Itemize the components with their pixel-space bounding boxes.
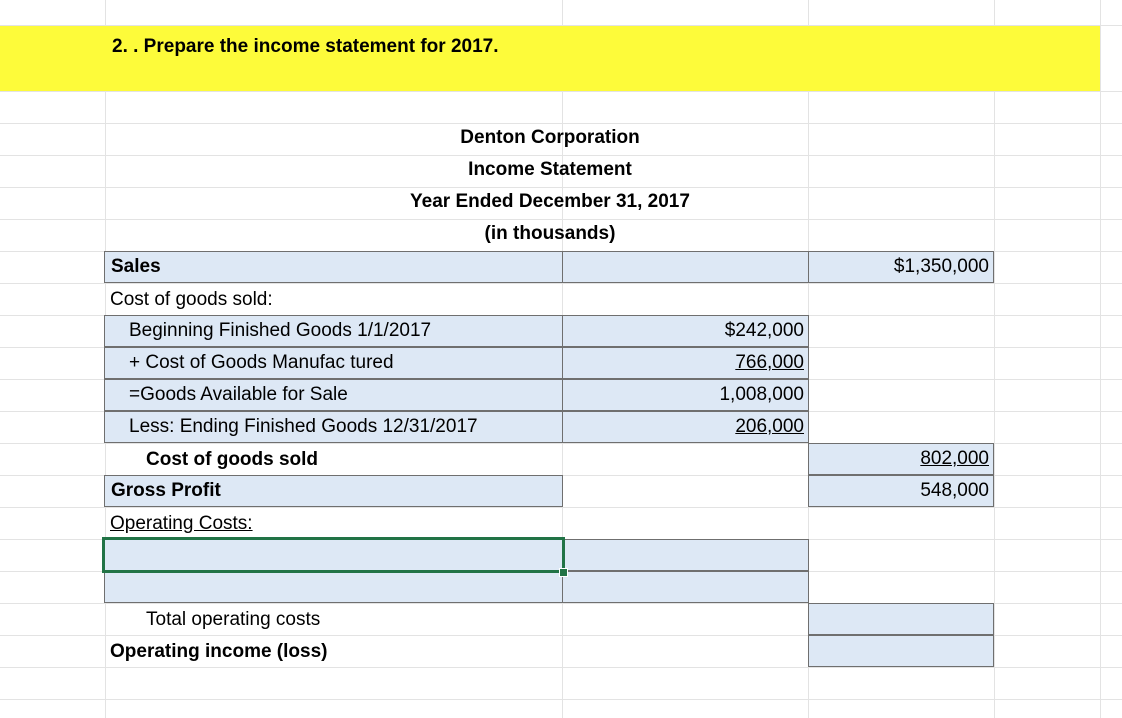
cogm-label-cell[interactable] (104, 347, 563, 379)
ending-fg-label: Less: Ending Finished Goods 12/31/2017 (129, 416, 478, 437)
company-name: Denton Corporation (460, 127, 640, 148)
sales-label-cell[interactable] (104, 251, 563, 283)
goods-available-label-cell[interactable] (104, 379, 563, 411)
goods-available-amount-cell[interactable] (562, 379, 809, 411)
cogs-label: Cost of goods sold (146, 449, 319, 470)
goods-available-label: =Goods Available for Sale (129, 384, 348, 405)
statement-period: Year Ended December 31, 2017 (410, 191, 690, 212)
sales-amount-cell[interactable] (562, 251, 809, 283)
beginning-fg-label-cell[interactable] (104, 315, 563, 347)
sales-label: Sales (111, 256, 161, 277)
gross-profit-label: Gross Profit (111, 480, 221, 501)
cogm-amount: 766,000 (735, 352, 804, 373)
goods-available-amount: 1,008,000 (719, 384, 804, 405)
operating-cost-1-amount-cell[interactable] (562, 539, 809, 571)
ending-fg-amount-cell[interactable] (562, 411, 809, 443)
beginning-fg-label: Beginning Finished Goods 1/1/2017 (129, 320, 432, 341)
total-operating-costs-cell[interactable] (808, 603, 994, 635)
ending-fg-amount: 206,000 (735, 416, 804, 437)
cogm-label: + Cost of Goods Manufac tured (129, 352, 394, 373)
cogs-total: 802,000 (920, 448, 989, 469)
gross-profit-total-cell[interactable] (808, 475, 994, 507)
statement-units: (in thousands) (484, 223, 616, 244)
question-text: 2. . Prepare the income statement for 2017. (112, 36, 499, 57)
cogm-amount-cell[interactable] (562, 347, 809, 379)
operating-cost-2-amount-cell[interactable] (562, 571, 809, 603)
operating-income-label: Operating income (loss) (110, 641, 328, 662)
total-operating-costs-label: Total operating costs (146, 609, 321, 630)
statement-title: Income Statement (468, 159, 632, 180)
gross-profit-label-cell[interactable] (104, 475, 563, 507)
fill-handle[interactable] (559, 568, 568, 577)
ending-fg-label-cell[interactable] (104, 411, 563, 443)
sales-total-cell[interactable] (808, 251, 994, 283)
beginning-fg-amount-cell[interactable] (562, 315, 809, 347)
active-cell-selection[interactable] (102, 537, 565, 573)
cogs-total-cell[interactable] (808, 443, 994, 475)
operating-cost-2-label-cell[interactable] (104, 571, 563, 603)
gross-profit-total: 548,000 (920, 480, 989, 501)
beginning-fg-amount: $242,000 (724, 320, 804, 341)
operating-income-cell[interactable] (808, 635, 994, 667)
sales-total: $1,350,000 (893, 256, 989, 277)
cogs-heading: Cost of goods sold: (110, 289, 273, 310)
operating-costs-heading: Operating Costs: (110, 513, 253, 534)
